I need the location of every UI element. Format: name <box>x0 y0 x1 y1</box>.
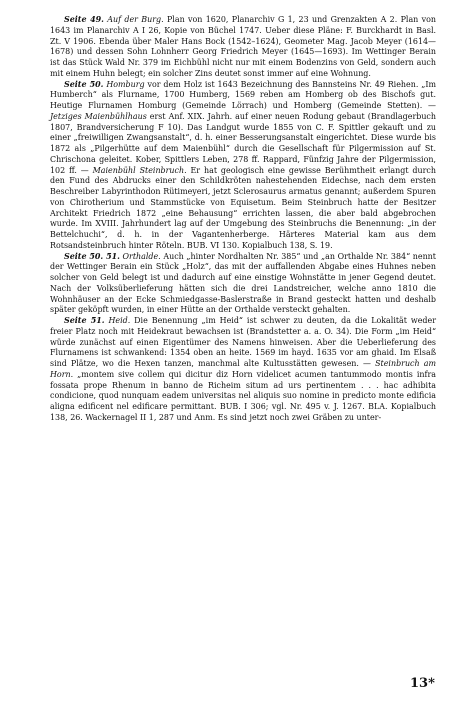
paragraph-seite-49 <box>50 15 436 80</box>
paragraph-text: erst Anf. XIX. Jahrh. auf einer neuen Rodung gebaut (Brandlagerbuch 1807, Brandversicherung F 10). Das Landgut wurde 1855 von C. F. Spittler gekauft und zu einer „freiwilligen Zwangsanstalt“, d. h. einer Besserungsanstalt eingerichtet. Diese wurde bis 1872 als „Pilgerhütte auf dem Maienbühl“ durch die Gesellschaft für Pilgermission auf St. Chrischona geleitet. Kober, Spittlers Leben, 278 ff. Rappard, Fünfzig Jahre der Pilgermission, 102 ff. — <box>50 111 436 175</box>
paragraph-title: Auf der Burg. <box>107 15 164 24</box>
paragraph-title: Orthalde. <box>122 251 161 261</box>
paragraph-lead: Seite 50. 51. <box>64 251 120 261</box>
paragraph-italic-term: Maienbühl Steinbruch. <box>92 165 187 175</box>
paragraph-seite-51 <box>50 316 436 424</box>
paragraph-italic-term: Jetziges Maienbühlhaus <box>50 111 147 121</box>
page-number: 13* <box>410 676 435 691</box>
paragraph-text: Die Benennung „im Heid“ ist schwer zu deuten, da die Lokalität weder freier Platz noch mit Heidekraut bewachsen ist (Brandstetter a. a. O. 34). Die Form „im Heid“ würde zunächst auf einen Eigentümer des Namens hinweisen. Aber die Ueberlieferung des Flurnamens ist schwankend: 1354 oben an heite. 1569 im hayd. 1635 vor am ghaid. Im Elsaß sind Plätze, wo die Hexen tanzen, manchmal alte Kultusstätten gewesen. — <box>50 316 436 368</box>
paragraph-text: Plan von 1620, Planarchiv G 1, 23 und Grenzakten A 2. Plan von 1643 im Planarchiv A I 26, Kopie von Büchel 1747. Ueber diese Pläne: F. Burckhardt in Basl. Zt. V 1906. Ebenda über Maler Hans Bock (1542–1624), Geometer Mag. Jacob Meyer (1614—1678) und dessen Sohn Lohnherr Georg Friedrich Meyer (1645—1693). Im Wettinger Berain ist das Stück Wald Nr. 379 im Eichbühl nicht nur mit einem Bodenzins von Geld, sondern auch mit einem Huhn belegt; ein solcher Zins deutet sonst immer auf eine Wohnung. <box>50 15 436 78</box>
paragraph-lead: Seite 50. <box>64 79 104 89</box>
paragraph-title: Heid. <box>108 316 131 325</box>
paragraph-seite-50 <box>50 80 436 252</box>
paragraph-italic-term: Steinbruch am Horn. <box>50 359 436 379</box>
paragraph-seite-50-51 <box>50 252 436 317</box>
paragraph-title: Homburg <box>106 79 145 89</box>
paragraph-lead: Seite 49. <box>64 15 104 24</box>
text-column <box>50 15 436 424</box>
paragraph-text: „montem sive collem qui dicitur diz Horn videlicet acumen tantummodo montis infra fossata prope Rhenum in banno de Richeim situm ad urs pertinentem . . . hac adhibita condicione, quod nunquam eadem universitas nel aliquis suo nomine in predicto monte edificia aligna edificent nel edificare permittant. BUB. I 306; vgl. Nr. 495 v. J. 1267. BLA. Kopialbuch 138, 26. Wackernagel II 1, 287 und Anm. Es sind jetzt noch zwei Gräben zu unter- <box>50 369 436 422</box>
paragraph-text: vor dem Holz ist 1643 Bezeichnung des Bannsteins Nr. 49 Riehen. „Im Humberch“ als Flurname, 1700 Humberg, 1569 reben am Homberg ob des Bischofs gut. Heutige Flurnamen Homburg (Gemeinde Lörrach) und Homberg (Gemeinde Stetten). — <box>50 79 436 110</box>
paragraph-lead: Seite 51. <box>64 316 105 325</box>
paragraph-text: Er hat geologisch eine gewisse Berühmtheit erlangt durch den Fund des Abdrucks einer den Schildkröten nahestehenden Eidechse, nach dem ersten Beschreiber Labyrinthodon Rütimeyeri, jetzt Sclerosaurus armatus genannt; außerdem Spuren von Chirotherium und Stammstücke von Equisetum. Beim Steinbruch hatte der Besitzer Architekt Friedrich 1872 „eine Behausung“ errichten lassen, die aber bald abgebrochen wurde. Im XVIII. Jahrhundert lag auf der Umgebung des Steinbruchs die Benennung: „in der Bettelchuchi“, d. h. in der Vagantenherberge. Härteres Material kam aus dem Rotsandsteinbruch hinter Röteln. BUB. VI 130. Kopialbuch 138, S. 19. <box>50 165 436 250</box>
paragraph-text: Auch „hinter Nordhalten Nr. 385“ und „an Orthalde Nr. 384“ nennt der Wettinger Berain ein Stück „Holz“, das mit der auffallenden Abgabe eines Huhnes neben solcher von Geld belegt ist und dadurch auf eine einstige Wohnstätte in jener Gegend deutet. Nach der Volksüberlieferung hätten sich die drei Landstreicher, welche anno 1810 die Wohnhäuser an der Ecke Schmiedgasse-Baslerstraße in Brand gesteckt hatten und deshalb später geköpft wurden, in einer Hütte an der Orthalde versteckt gehalten. <box>50 251 436 315</box>
